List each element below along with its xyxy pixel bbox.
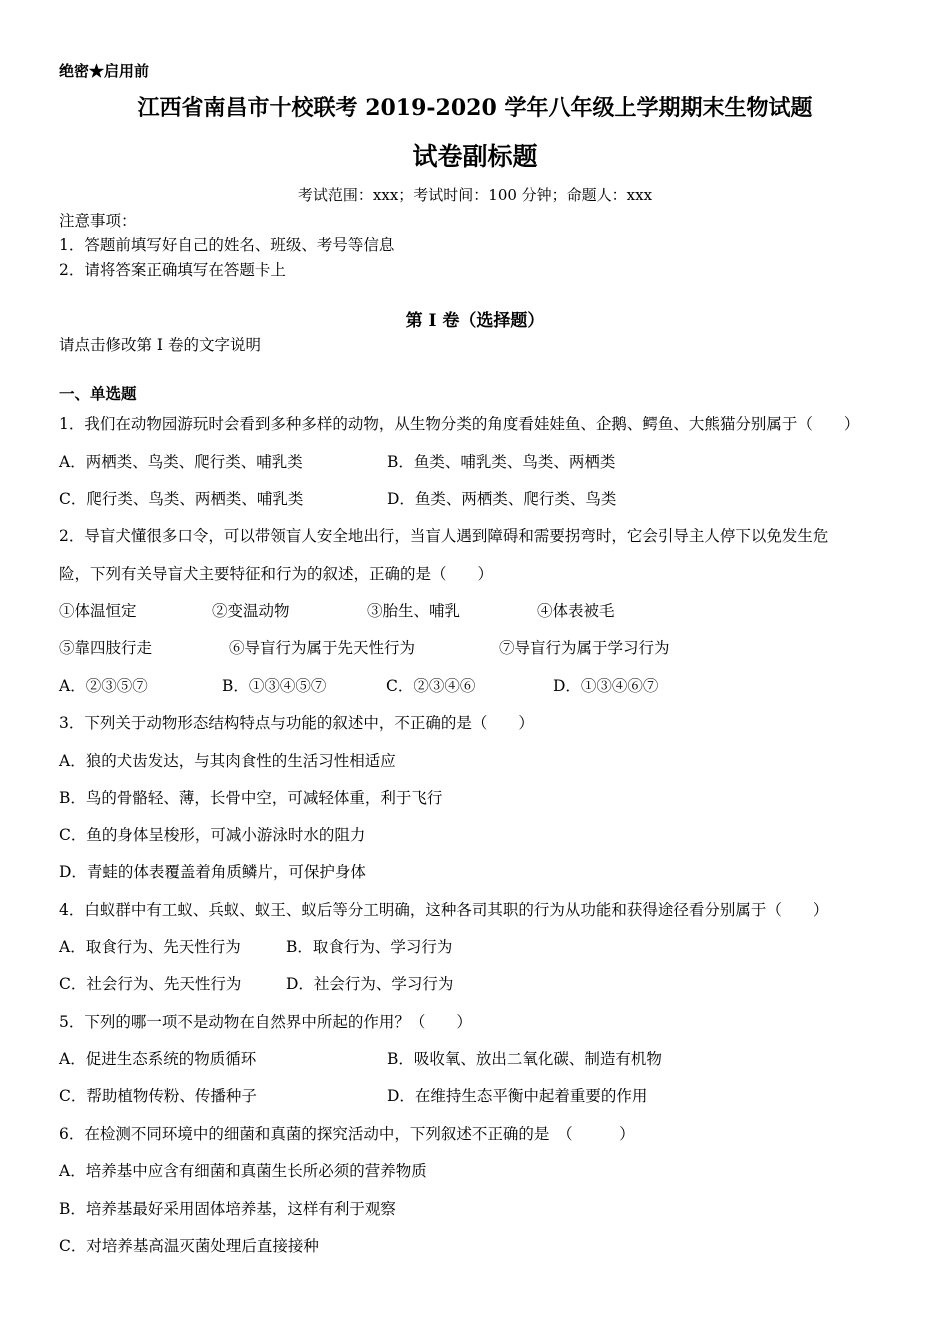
- option-a: A．取食行为、先天性行为: [59, 938, 241, 956]
- statement-item: ④体表被毛: [537, 602, 615, 620]
- question-stem: 1．我们在动物园游玩时会看到多种多样的动物，从生物分类的角度看娃娃鱼、企鹅、鳄鱼、大熊猫分别属于（ ）: [59, 415, 860, 433]
- option-a: A．两栖类、鸟类、爬行类、哺乳类: [59, 453, 303, 471]
- option-c: C．爬行类、鸟类、两栖类、哺乳类: [59, 490, 304, 508]
- exam-info: 考试范围：xxx；考试时间：100 分钟；命题人：xxx: [297, 186, 653, 204]
- option-c: C．鱼的身体呈梭形，可减小游泳时水的阻力: [59, 826, 366, 844]
- note-item: 1．答题前填写好自己的姓名、班级、考号等信息: [59, 236, 395, 254]
- section-title: 第 I 卷（选择题）: [405, 311, 545, 331]
- question-stem: 2．导盲犬懂很多口令，可以带领盲人安全地出行，当盲人遇到障碍和需要拐弯时，它会引导主人停下以免发生危: [59, 527, 829, 545]
- option-b: B．①③④⑤⑦: [222, 677, 327, 695]
- question-stem: 3．下列关于动物形态结构特点与功能的叙述中，不正确的是（ ）: [59, 714, 534, 732]
- question-stem: 4．白蚁群中有工蚁、兵蚁、蚁王、蚁后等分工明确，这种各司其职的行为从功能和获得途径看分别属于（ ）: [59, 901, 829, 919]
- option-b: B．吸收氧、放出二氧化碳、制造有机物: [387, 1050, 662, 1068]
- option-b: B．取食行为、学习行为: [286, 938, 453, 956]
- option-a: A．培养基中应含有细菌和真菌生长所必须的营养物质: [59, 1162, 427, 1180]
- option-c: C．社会行为、先天性行为: [59, 975, 242, 993]
- part-heading: 一、单选题: [59, 384, 137, 403]
- exam-title: 江西省南昌市十校联考 2019-2020 学年八年级上学期期末生物试题: [137, 95, 813, 121]
- option-a: A．狼的犬齿发达，与其肉食性的生活习性相适应: [59, 752, 396, 770]
- statement-item: ③胎生、哺乳: [367, 602, 461, 620]
- option-d: D．①③④⑥⑦: [553, 677, 659, 695]
- option-a: A．促进生态系统的物质循环: [59, 1050, 257, 1068]
- option-b: B．培养基最好采用固体培养基，这样有利于观察: [59, 1200, 396, 1218]
- exam-subtitle: 试卷副标题: [412, 142, 538, 171]
- statement-item: ⑥导盲行为属于先天性行为: [229, 639, 416, 657]
- question-stem-continued: 险，下列有关导盲犬主要特征和行为的叙述，正确的是（ ）: [59, 565, 494, 583]
- option-d: D．鱼类、两栖类、爬行类、鸟类: [387, 490, 617, 508]
- option-b: B．鸟的骨骼轻、薄，长骨中空，可减轻体重，利于飞行: [59, 789, 443, 807]
- secret-label: 绝密★启用前: [59, 62, 150, 80]
- option-c: C．②③④⑥: [386, 677, 476, 695]
- option-d: D．社会行为、学习行为: [286, 975, 454, 993]
- option-d: D．在维持生态平衡中起着重要的作用: [387, 1087, 648, 1105]
- statement-item: ①体温恒定: [59, 602, 137, 620]
- statement-item: ②变温动物: [212, 602, 290, 620]
- section-description: 请点击修改第 I 卷的文字说明: [59, 336, 261, 354]
- option-d: D．青蛙的体表覆盖着角质鳞片，可保护身体: [59, 863, 366, 881]
- option-b: B．鱼类、哺乳类、鸟类、两栖类: [387, 453, 616, 471]
- statement-item: ⑤靠四肢行走: [59, 639, 153, 657]
- note-item: 2．请将答案正确填写在答题卡上: [59, 261, 286, 279]
- option-c: C．对培养基高温灭菌处理后直接接种: [59, 1237, 319, 1255]
- option-c: C．帮助植物传粉、传播种子: [59, 1087, 257, 1105]
- notes-heading: 注意事项：: [59, 212, 137, 230]
- question-stem: 6．在检测不同环境中的细菌和真菌的探究活动中，下列叙述不正确的是 （ ）: [59, 1125, 635, 1143]
- option-a: A．②③⑤⑦: [59, 677, 148, 695]
- statement-item: ⑦导盲行为属于学习行为: [499, 639, 670, 657]
- question-stem: 5．下列的哪一项不是动物在自然界中所起的作用？（ ）: [59, 1013, 472, 1031]
